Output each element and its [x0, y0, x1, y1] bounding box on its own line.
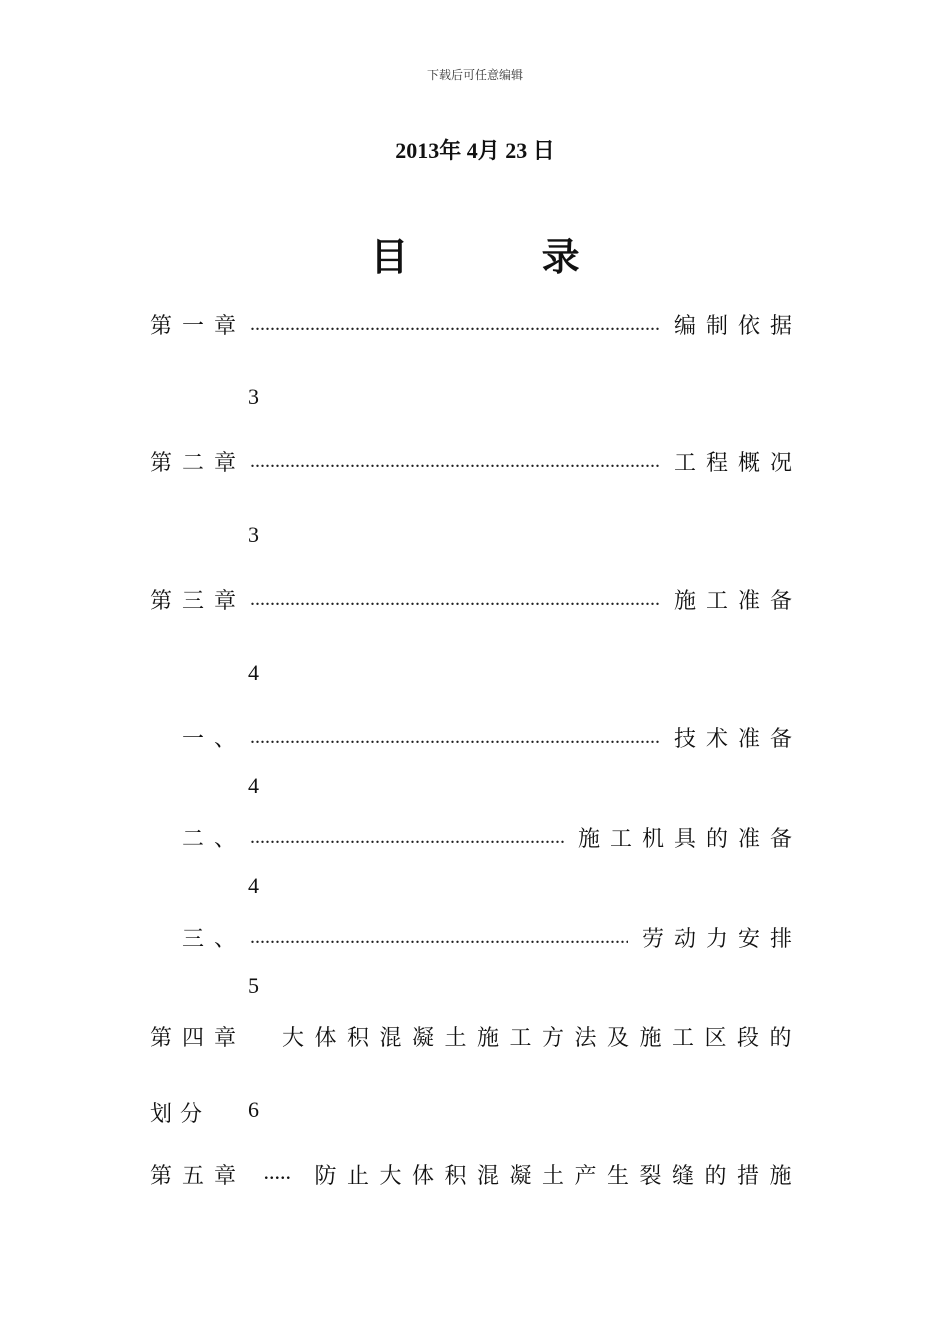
- toc-label: 第三章: [150, 588, 247, 614]
- toc-entry-chapter-2[interactable]: [150, 446, 802, 476]
- toc-leader-dots: [250, 726, 660, 749]
- toc-leader-dots: [250, 450, 660, 473]
- toc-leader-dots: .....: [263, 1159, 291, 1184]
- toc-leader-dots: [250, 926, 628, 949]
- toc-page-number: 3: [248, 522, 259, 547]
- toc-page-number: 4: [248, 873, 259, 898]
- page-header-note: 下载后可任意编辑: [426, 68, 523, 82]
- toc-title: 目 录: [370, 234, 640, 279]
- document-date: 2013年 4月 23 日: [395, 138, 555, 163]
- toc-title: 大体积混凝土施工方法及施工区段的: [281, 1026, 802, 1051]
- toc-label: 第四章: [150, 1026, 247, 1051]
- toc-entry-section-3[interactable]: [150, 922, 802, 952]
- toc-label: 第二章: [150, 450, 247, 476]
- toc-label: 第五章: [150, 1164, 247, 1189]
- toc-entry-chapter-3[interactable]: [150, 584, 802, 614]
- toc-entry-section-2[interactable]: [150, 822, 802, 852]
- toc-leader-dots: [250, 313, 660, 336]
- toc-label: 一、: [182, 726, 247, 752]
- toc-title: 技术准备: [673, 726, 802, 752]
- toc-title: 施工机具的准备: [577, 826, 802, 852]
- toc-label: 二、: [182, 826, 247, 852]
- toc-page-number: 4: [248, 660, 259, 685]
- toc-title: 工程概况: [673, 450, 802, 476]
- toc-page-number: 5: [248, 973, 259, 998]
- toc-page-number: 6: [248, 1097, 259, 1122]
- toc-label: 第一章: [150, 313, 247, 339]
- toc-leader-dots: [250, 588, 660, 611]
- toc-title-continued: 划分: [150, 1101, 211, 1126]
- toc-title: 施工准备: [673, 588, 802, 614]
- toc-leader-dots: [250, 826, 564, 849]
- toc-title: 劳动力安排: [641, 926, 802, 952]
- toc-title: 编制依据: [673, 313, 802, 339]
- toc-entry-chapter-1[interactable]: [150, 309, 802, 339]
- toc-entry-section-1[interactable]: [150, 722, 802, 752]
- toc-entry-chapter-4[interactable]: [150, 1021, 802, 1052]
- toc-entry-chapter-5[interactable]: [150, 1159, 802, 1190]
- toc-title: 防止大体积混凝土产生裂缝的措施: [314, 1164, 802, 1189]
- toc-page-number: 4: [248, 773, 259, 798]
- toc-label: 三、: [182, 926, 247, 952]
- toc-page-number: 3: [248, 384, 259, 409]
